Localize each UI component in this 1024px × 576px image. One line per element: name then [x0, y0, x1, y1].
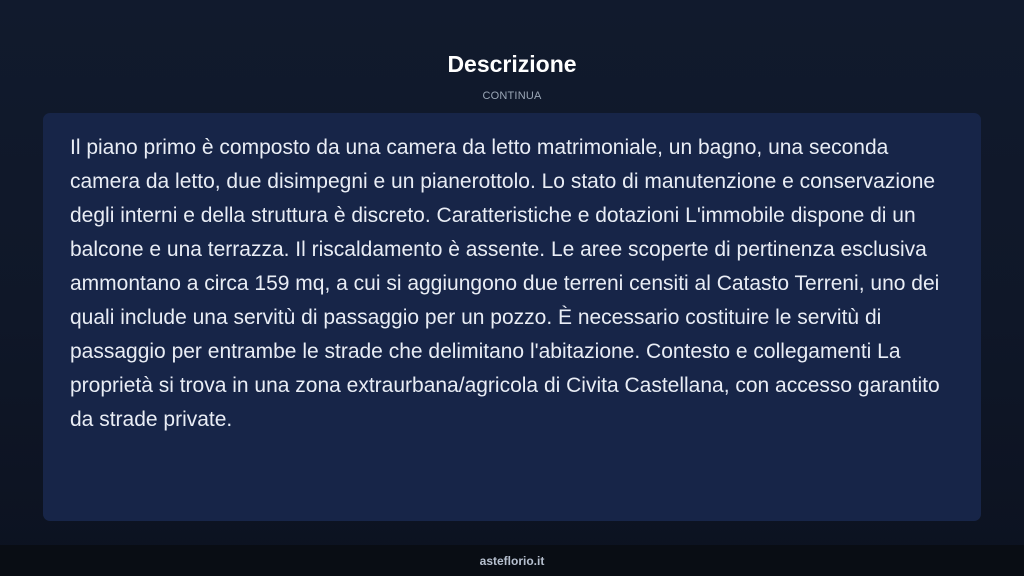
- description-card: [43, 113, 981, 521]
- page-title: Descrizione: [447, 51, 577, 77]
- property-description: Il piano primo è composto da una camera da letto matrimoniale, un bagno, una seconda camera da letto, due disimpegni e un pianerottolo. Lo stato di manutenzione e conservazione degli interni e della struttura è discreto. Caratteristiche e dotazioni L'immobile dispone di un balcone e una terrazza. Il riscaldamento è assente. Le aree scoperte di pertinenza esclusiva ammontano a circa 159 mq, a cui si aggiungono due terreni censiti al Catasto Terreni, uno dei quali include una servitù di passaggio per un pozzo. È necessario costituire le servitù di passaggio per entrambe le strade che delimitano l'abitazione. Contesto e collegamenti La proprietà si trova in una zona extraurbana/agricola di Civita Castellana, con accesso garantito da strade private.: [70, 136, 940, 431]
- page-header: [0, 0, 1024, 112]
- page-footer: [0, 545, 1024, 576]
- site-brand: asteflorio.it: [479, 553, 545, 568]
- continuation-label: CONTINUA: [482, 90, 542, 102]
